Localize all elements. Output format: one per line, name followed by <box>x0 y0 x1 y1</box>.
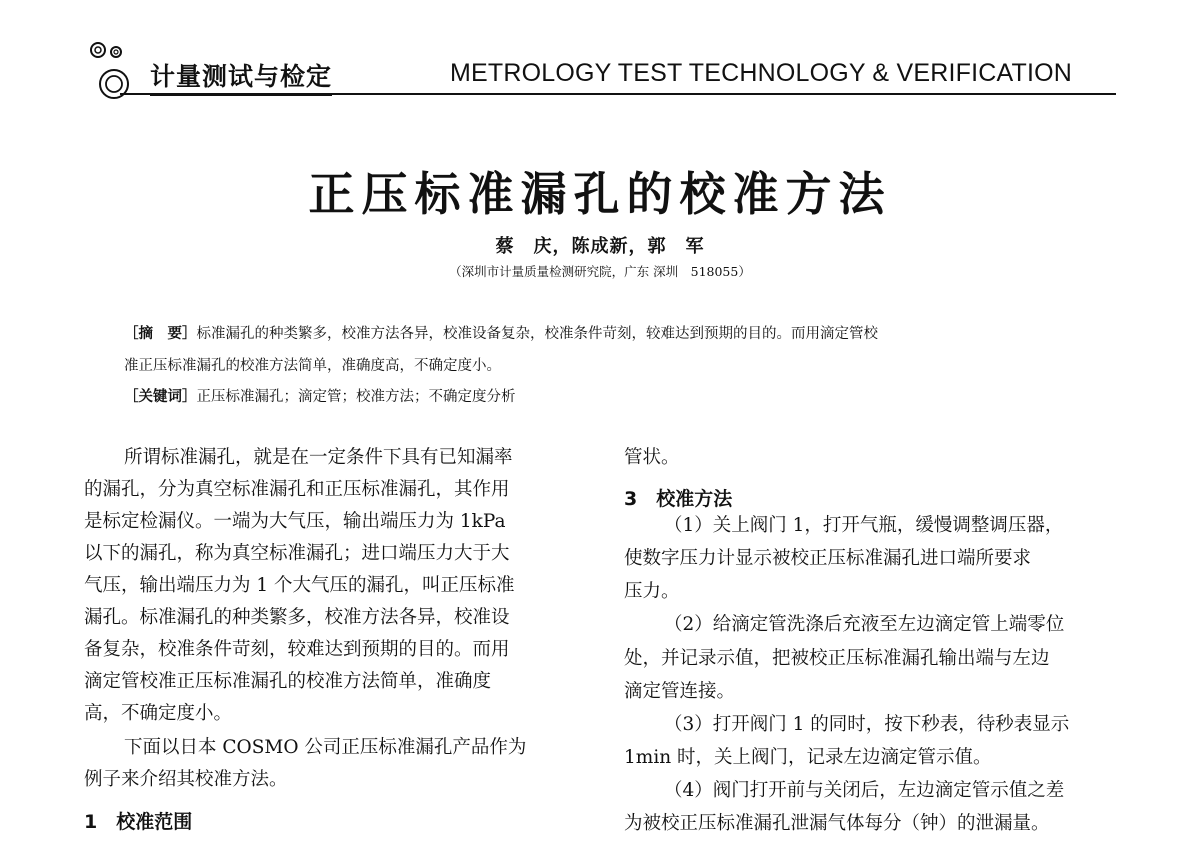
right-line-10: 为被校正压标准漏孔泄漏气体每分（钟）的泄漏量。 <box>624 813 1050 834</box>
abstract-text-2: 准正压标准漏孔的校准方法简单，准确度高，不确定度小。 <box>124 358 501 374</box>
left-line-4: 以下的漏孔，称为真空标准漏孔；进口端压力大于大 <box>84 543 510 564</box>
right-line-1: （1）关上阀门 1，打开气瓶，缓慢调整调压器， <box>664 515 1064 536</box>
abstract-text-1: 标准漏孔的种类繁多，校准方法各异，校准设备复杂，校准条件苛刻，较难达到预期的目的。而用滴定管校 <box>196 326 878 342</box>
paper-authors: 蔡 庆，陈成新，郭 军 <box>495 236 705 257</box>
right-line-8: 1min 时，关上阀门，记录左边滴定管示值。 <box>624 747 992 768</box>
abstract-line-1 <box>124 322 878 343</box>
keywords-line <box>124 385 516 406</box>
right-line-9: （4）阀门打开前与关闭后，左边滴定管示值之差 <box>664 780 1065 801</box>
keywords-label: ［关键词］ <box>124 388 197 405</box>
left-line-5: 气压，输出端压力为 1 个大气压的漏孔，叫正压标准 <box>84 575 515 596</box>
right-line-7: （3）打开阀门 1 的同时，按下秒表，待秒表显示 <box>664 714 1070 735</box>
right-line-5: 处，并记录示值，把被校正压标准漏孔输出端与左边 <box>624 648 1050 669</box>
section-3-heading: 3 校准方法 <box>624 488 733 510</box>
paper-title: 正压标准漏孔的校准方法 <box>308 167 892 221</box>
right-line-6: 滴定管连接。 <box>624 681 736 702</box>
header-divider <box>120 93 1116 95</box>
keywords-text: 正压标准漏孔；滴定管；校准方法；不确定度分析 <box>196 389 516 405</box>
left-line-2: 的漏孔，分为真空标准漏孔和正压标准漏孔，其作用 <box>84 479 510 500</box>
right-line-4: （2）给滴定管洗涤后充液至左边滴定管上端零位 <box>664 614 1065 635</box>
left-line-1: 所谓标准漏孔，就是在一定条件下具有已知漏率 <box>124 447 513 468</box>
journal-name-cn: 计量测试与检定 <box>150 57 332 93</box>
section-1-heading: 1 校准范围 <box>84 811 193 833</box>
left-line-8: 滴定管校准正压标准漏孔的校准方法简单，准确度 <box>84 671 492 692</box>
right-line-0: 管状。 <box>624 447 680 468</box>
author-affiliation: （深圳市计量质量检测研究院，广东 深圳 518055） <box>449 264 751 279</box>
abstract-label: ［摘 要］ <box>124 325 197 342</box>
left-line-11: 例子来介绍其校准方法。 <box>84 769 288 790</box>
journal-logo-icon <box>88 40 152 106</box>
right-line-2: 使数字压力计显示被校正压标准漏孔进口端所要求 <box>624 548 1032 569</box>
right-line-3: 压力。 <box>624 581 680 602</box>
left-line-7: 备复杂，校准条件苛刻，较难达到预期的目的。而用 <box>84 639 510 660</box>
left-line-3: 是标定检漏仪。一端为大气压，输出端压力为 1kPa <box>84 511 506 532</box>
journal-name-en: METROLOGY TEST TECHNOLOGY & VERIFICATION <box>450 59 1073 87</box>
left-line-10: 下面以日本 COSMO 公司正压标准漏孔产品作为 <box>124 737 527 758</box>
left-line-9: 高，不确定度小。 <box>84 703 233 724</box>
left-line-6: 漏孔。标准漏孔的种类繁多，校准方法各异，校准设 <box>84 607 510 628</box>
